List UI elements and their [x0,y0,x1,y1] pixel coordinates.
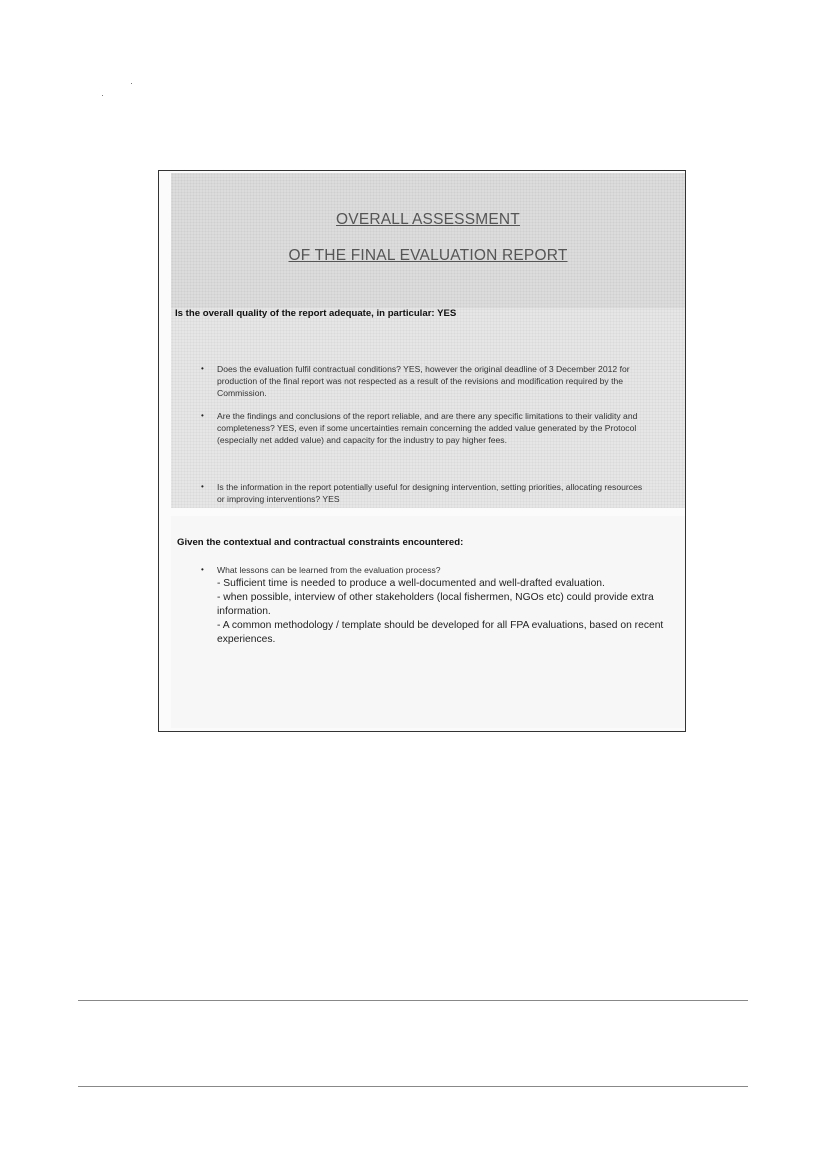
scan-speck [102,95,103,96]
list-item-text: Does the evaluation fulfil contractual conditions? YES, however the original deadline of 3 December 2012 for production of the final report was not respected as a result of the revisions and modification required by the Commission. [217,364,630,398]
quality-section-background [171,308,685,508]
quality-list [201,410,657,446]
list-item [201,410,657,446]
scan-speck [131,83,132,84]
quality-list [201,481,647,505]
list-item-text: Are the findings and conclusions of the report reliable, and are there any specific limitations to their validity and completeness? YES, even if some uncertainties remain concerning the added value generated by the Protocol (especially net added value) and capacity for the industry to pay higher fees. [217,411,638,445]
lesson-point: - when possible, interview of other stakeholders (local fishermen, NGOs etc) could provide extra information. [217,592,654,617]
footer-rule-top [78,1000,748,1001]
form-title-line1: OVERALL ASSESSMENT [336,211,520,228]
lessons-heading: Given the contextual and contractual constraints encountered: [177,537,464,548]
bullet-icon: • [201,482,204,491]
scanned-assessment-form [158,170,686,732]
form-title-line2: OF THE FINAL EVALUATION REPORT [288,247,568,264]
footer-rule-bottom [78,1086,748,1087]
list-item-text: Is the information in the report potentially useful for designing intervention, setting priorities, allocating resources or improving interventions? YES [217,482,643,504]
quality-list [201,363,667,399]
lesson-point: - A common methodology / template should be developed for all FPA evaluations, based on recent experiences. [217,620,664,645]
quality-heading: Is the overall quality of the report adequate, in particular: YES [175,308,457,319]
bullet-icon: • [201,411,204,420]
list-item [201,363,667,399]
bullet-icon: • [201,565,204,574]
list-item [201,481,647,505]
list-item [201,564,667,576]
lessons-list [201,564,667,576]
form-header [171,173,685,309]
bullet-icon: • [201,364,204,373]
list-item-text: What lessons can be learned from the evaluation process? [217,565,441,575]
lesson-point: - Sufficient time is needed to produce a well-documented and well-drafted evaluation. [217,578,605,589]
